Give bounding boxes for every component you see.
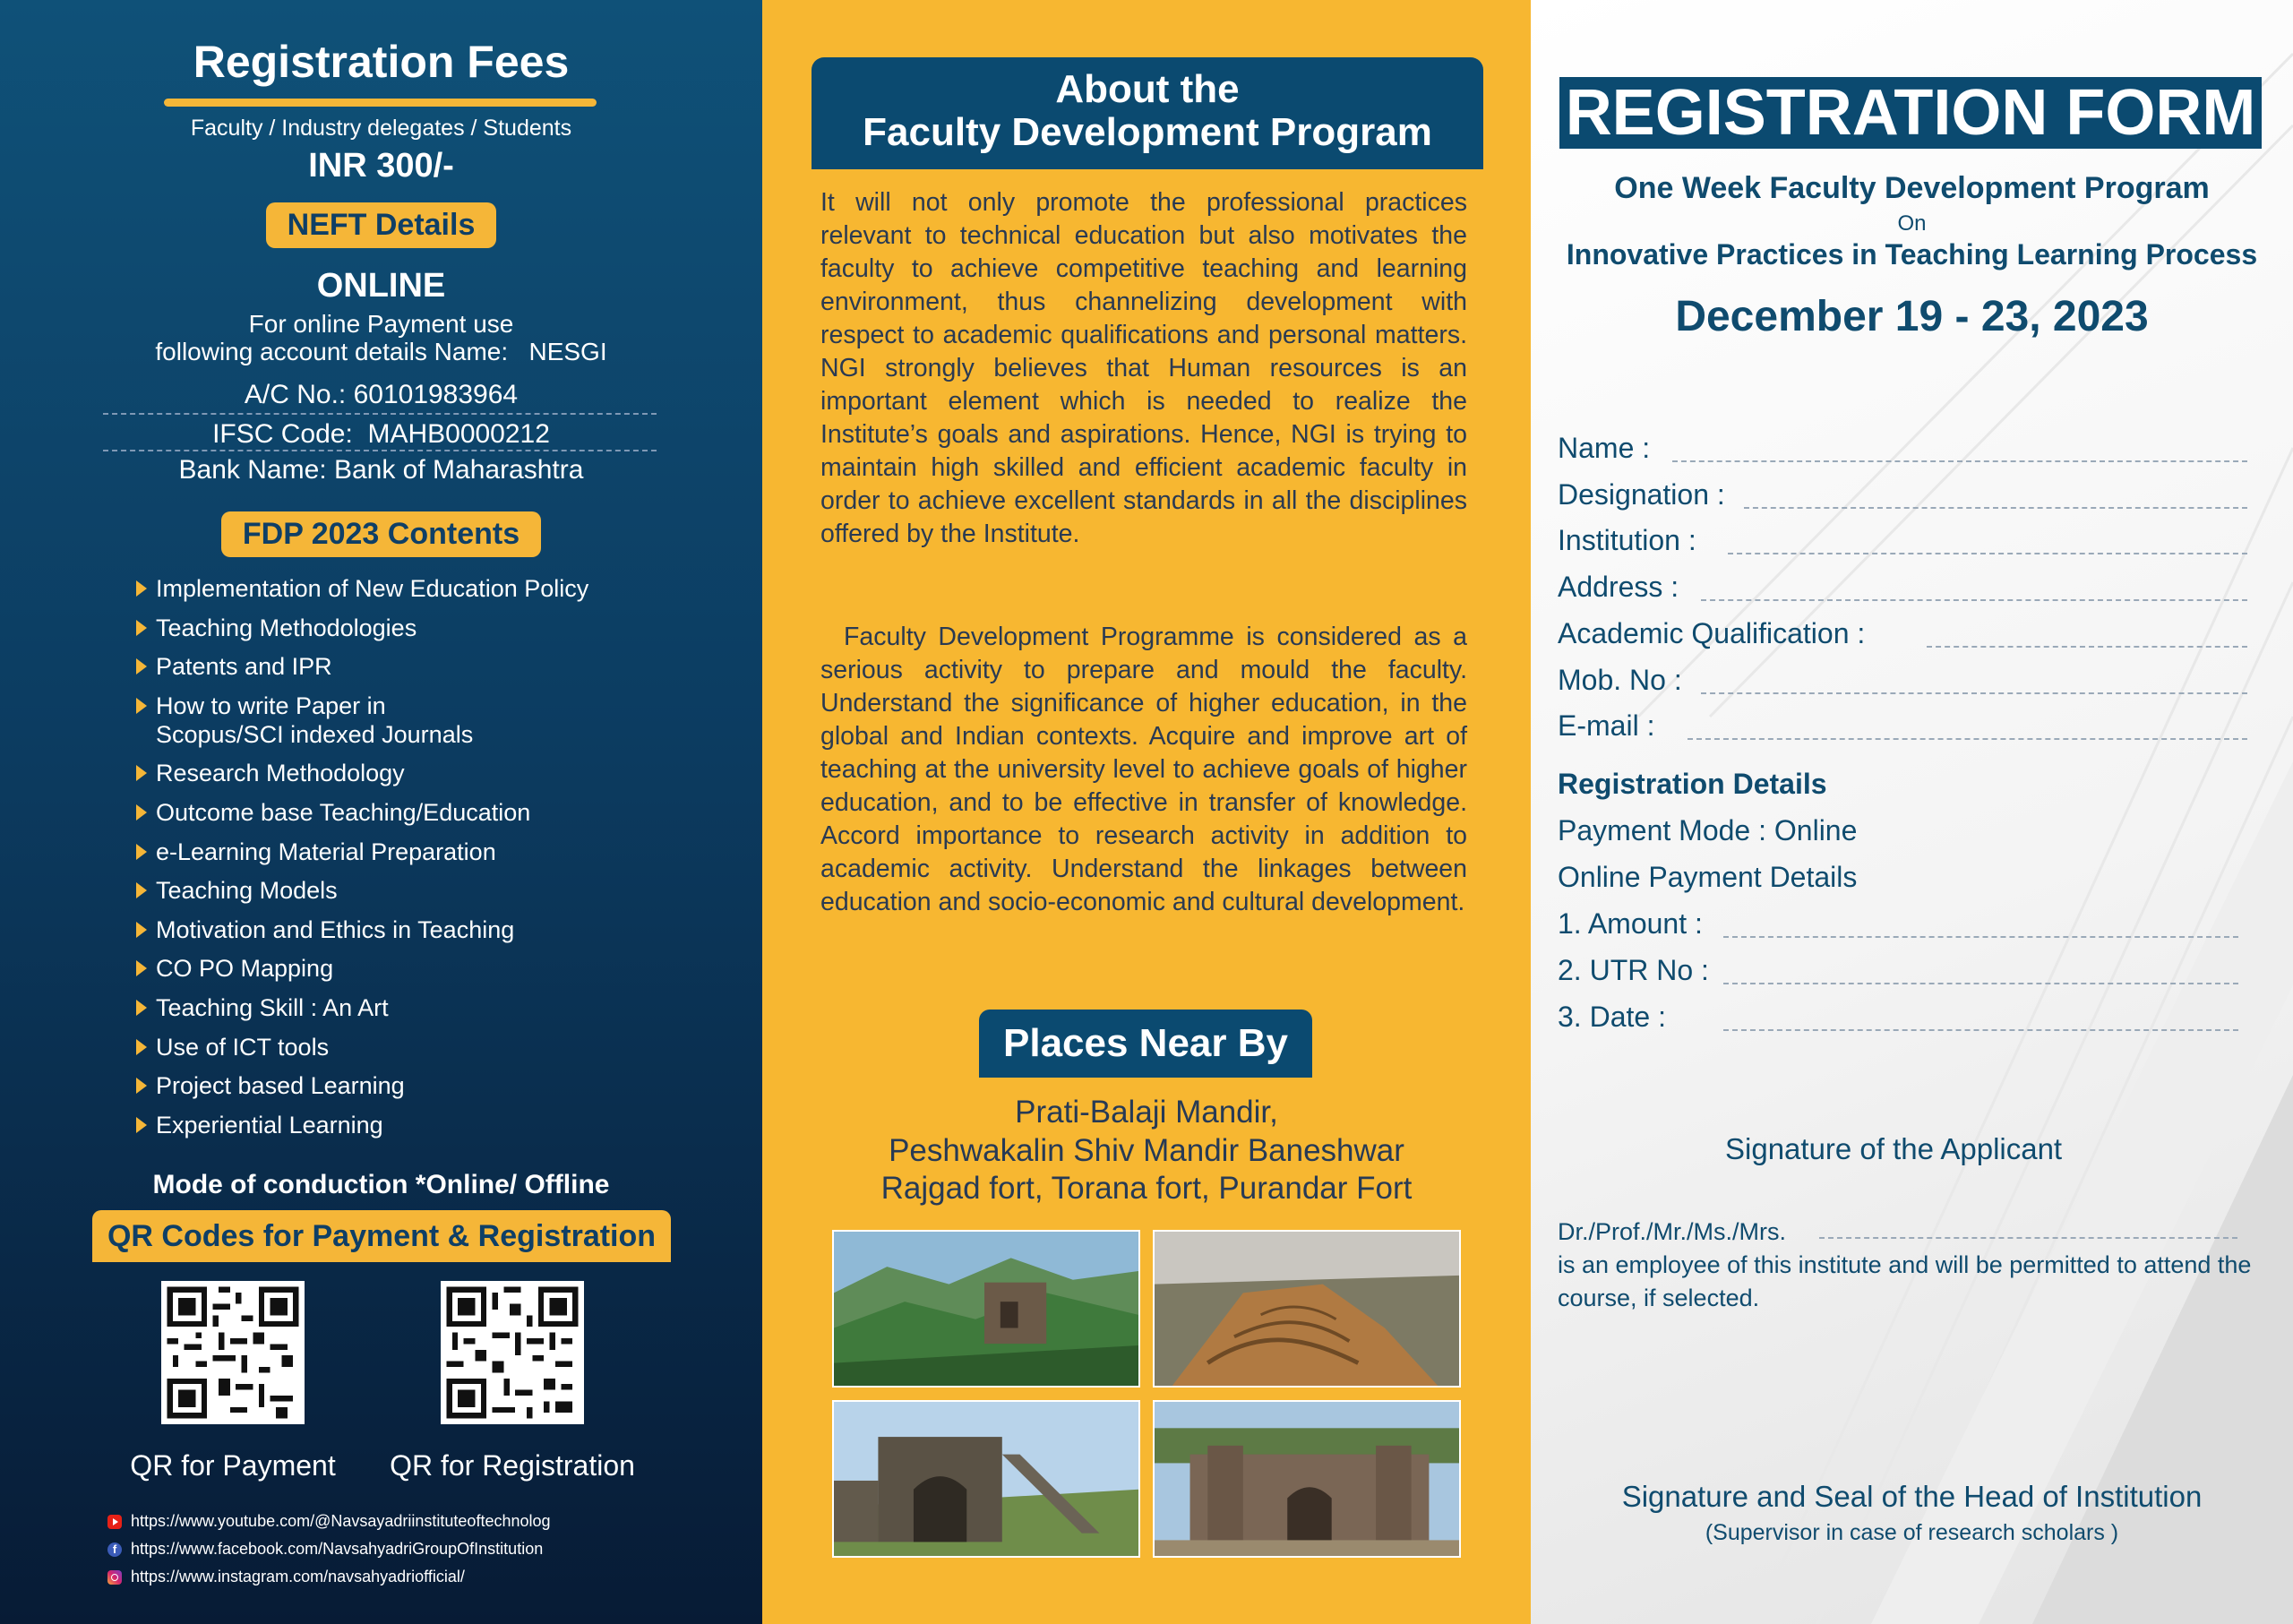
- fees-panel: [0, 0, 762, 1624]
- list-item: Teaching Methodologies: [134, 614, 708, 642]
- registration-form-panel: [1531, 0, 2293, 1624]
- date-input-line[interactable]: [1723, 1029, 2238, 1031]
- list-item: Use of ICT tools: [134, 1033, 708, 1061]
- utr-field[interactable]: 2. UTR No :: [1558, 954, 2265, 990]
- bullet-triangle-icon: [136, 698, 147, 714]
- list-item: Research Methodology: [134, 759, 708, 787]
- divider: [103, 450, 657, 451]
- supervisor-note: (Supervisor in case of research scholars ): [1705, 1520, 2119, 1545]
- email-input-line[interactable]: [1688, 738, 2247, 740]
- account-number: A/C No.: 60101983964: [244, 380, 519, 409]
- bullet-triangle-icon: [136, 620, 147, 636]
- institution-input-line[interactable]: [1728, 553, 2247, 554]
- about-panel: [762, 0, 1531, 1624]
- address-input-line[interactable]: [1701, 599, 2247, 601]
- dr-prof-label: Dr./Prof./Mr./Ms./Mrs.: [1558, 1218, 1786, 1245]
- about-title-line1: About the: [1055, 67, 1240, 111]
- payment-instructions-2: following account details Name: NESGI: [155, 338, 607, 365]
- bullet-triangle-icon: [136, 804, 147, 821]
- bullet-triangle-icon: [136, 1117, 147, 1133]
- program-topic: Innovative Practices in Teaching Learning Process: [1566, 238, 2258, 271]
- address-field[interactable]: Address :: [1558, 571, 2265, 606]
- qualification-input-line[interactable]: [1927, 646, 2247, 648]
- mobile-input-line[interactable]: [1701, 692, 2247, 694]
- mobile-field[interactable]: Mob. No :: [1558, 664, 2265, 700]
- registration-details-heading: Registration Details: [1558, 768, 1827, 800]
- bullet-triangle-icon: [136, 844, 147, 860]
- list-item: Motivation and Ethics in Teaching: [134, 915, 708, 944]
- instagram-icon: [107, 1570, 122, 1585]
- utr-input-line[interactable]: [1723, 983, 2238, 984]
- list-item: Outcome base Teaching/Education: [134, 798, 708, 827]
- fdp-contents-label: FDP 2023 Contents: [221, 511, 541, 557]
- online-label: ONLINE: [316, 267, 446, 305]
- payment-instructions-1: For online Payment use: [248, 310, 514, 338]
- bullet-triangle-icon: [136, 580, 147, 597]
- facebook-icon: f: [107, 1542, 122, 1557]
- registration-fees-title: Registration Fees: [193, 37, 570, 87]
- amount-input-line[interactable]: [1723, 936, 2238, 938]
- youtube-icon: [107, 1515, 122, 1529]
- qr-registration-caption: QR for Registration: [390, 1449, 635, 1482]
- about-header: [812, 57, 1483, 169]
- about-paragraph-1: It will not only promote the professional practices relevant to technical education but also motivates the faculty to achieve competitive teaching and learning environment, thus channelizing development with respect to academic qualifications and personal matters. NGI strongly believes that Human resources is an important element which is needed to realize the Institute’s goals and aspirations. Hence, NGI is trying to maintain high skilled and efficient academic faculty in order to achieve excellent standards in all the disciplines offered by the Institute.: [820, 188, 1467, 548]
- list-item: e-Learning Material Preparation: [134, 838, 708, 866]
- contents-list: [134, 574, 708, 1149]
- institution-field[interactable]: Institution :: [1558, 524, 2265, 560]
- name-field[interactable]: Name :: [1558, 432, 2265, 468]
- amount-field[interactable]: 1. Amount :: [1558, 907, 2265, 943]
- bullet-triangle-icon: [136, 658, 147, 675]
- places-line-2: Peshwakalin Shiv Mandir Baneshwar: [889, 1133, 1404, 1168]
- places-near-by-label: Places Near By: [979, 1010, 1312, 1078]
- applicant-signature-label: Signature of the Applicant: [1725, 1132, 2063, 1165]
- employee-name-line[interactable]: [1819, 1237, 2237, 1239]
- fort-photo-3: [832, 1400, 1140, 1558]
- employee-statement: is an employee of this institute and will be permitted to attend the course, if selected.: [1558, 1251, 2252, 1311]
- fee-amount: INR 300/-: [308, 147, 454, 185]
- delegates-text: Faculty / Industry delegates / Students: [190, 116, 572, 141]
- program-title: One Week Faculty Development Program: [1614, 171, 2210, 205]
- title-underline: [164, 99, 597, 107]
- on-text: On: [1897, 211, 1927, 236]
- designation-field[interactable]: Designation :: [1558, 478, 2265, 514]
- payment-mode: Payment Mode : Online: [1558, 814, 1858, 846]
- designation-input-line[interactable]: [1744, 507, 2247, 509]
- list-item: Teaching Models: [134, 876, 708, 905]
- about-title-line2: Faculty Development Program: [863, 110, 1432, 154]
- bullet-triangle-icon: [136, 1000, 147, 1016]
- email-field[interactable]: E-mail :: [1558, 709, 2265, 745]
- neft-details-label: NEFT Details: [266, 202, 497, 248]
- bullet-triangle-icon: [136, 765, 147, 781]
- qr-codes-label: QR Codes for Payment & Registration: [92, 1210, 671, 1262]
- instagram-link[interactable]: https://www.instagram.com/navsahyadriofficial/: [107, 1568, 465, 1586]
- about-paragraph-2: Faculty Development Programme is considered as a serious activity to prepare and mould the faculty. Understand the significance of higher education, in the global and Indian contexts. Acquire and improve art of teaching at the university level to achieve goals of higher education, and to be effective in transfer of knowledge. Accord importance to research activity in addition to academic activity. Understand the linkages between education and socio-economic and cultural development.: [820, 623, 1467, 916]
- bank-name: Bank Name: Bank of Maharashtra: [178, 455, 584, 485]
- list-item: How to write Paper in Scopus/SCI indexed Journals: [134, 692, 708, 749]
- list-item: Patents and IPR: [134, 652, 708, 681]
- list-item: Teaching Skill : An Art: [134, 993, 708, 1022]
- divider: [103, 413, 657, 415]
- bullet-triangle-icon: [136, 960, 147, 976]
- bullet-triangle-icon: [136, 922, 147, 938]
- qr-payment-caption: QR for Payment: [130, 1449, 336, 1482]
- payment-qr-code[interactable]: [161, 1281, 305, 1424]
- online-payment-details: Online Payment Details: [1558, 861, 1858, 893]
- mode-of-conduction: Mode of conduction *Online/ Offline: [152, 1170, 610, 1199]
- list-item: Implementation of New Education Policy: [134, 574, 708, 603]
- head-signature-label: Signature and Seal of the Head of Institution: [1621, 1480, 2203, 1513]
- ifsc-code: IFSC Code: MAHB0000212: [212, 419, 550, 449]
- places-line-3: Rajgad fort, Torana fort, Purandar Fort: [880, 1171, 1413, 1206]
- fort-photo-4: [1153, 1400, 1461, 1558]
- registration-form-title: REGISTRATION FORM: [1559, 77, 2262, 149]
- youtube-link[interactable]: https://www.youtube.com/@Navsayadriinstituteoftechnolog: [107, 1512, 551, 1531]
- date-field[interactable]: 3. Date :: [1558, 1001, 2265, 1036]
- bullet-triangle-icon: [136, 1039, 147, 1055]
- list-item: Project based Learning: [134, 1071, 708, 1100]
- fort-photo-1: [832, 1230, 1140, 1388]
- academic-qualification-field[interactable]: Academic Qualification :: [1558, 617, 2265, 653]
- name-input-line[interactable]: [1672, 460, 2247, 462]
- bullet-triangle-icon: [136, 1078, 147, 1094]
- bullet-triangle-icon: [136, 882, 147, 898]
- neft-label-wrap: [0, 202, 762, 248]
- list-item: Experiential Learning: [134, 1111, 708, 1139]
- program-dates: December 19 - 23, 2023: [1675, 293, 2149, 340]
- fort-photo-2: [1153, 1230, 1461, 1388]
- contents-label-wrap: [0, 511, 762, 557]
- places-line-1: Prati-Balaji Mandir,: [1015, 1095, 1278, 1130]
- registration-qr-code[interactable]: [441, 1281, 584, 1424]
- facebook-link[interactable]: f https://www.facebook.com/NavsahyadriGroupOfInstitution: [107, 1540, 543, 1559]
- list-item: CO PO Mapping: [134, 954, 708, 983]
